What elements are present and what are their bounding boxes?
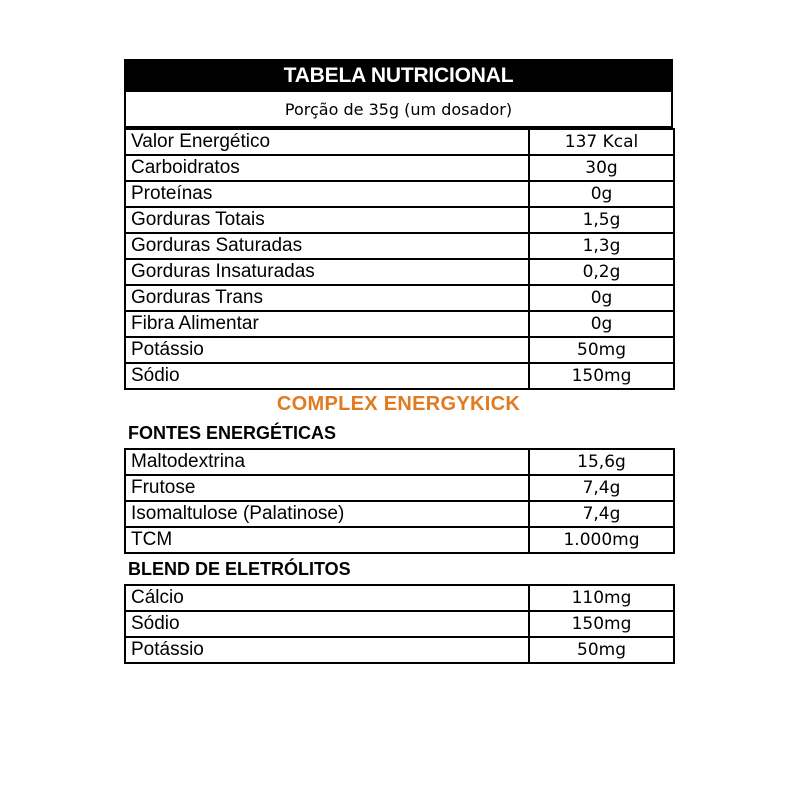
- table-row: [125, 611, 674, 637]
- energy-sources-table: [124, 448, 675, 554]
- nutrient-name: Fibra Alimentar: [125, 311, 529, 337]
- nutrient-name: Cálcio: [125, 585, 529, 611]
- table-row: [125, 285, 674, 311]
- nutrition-table-body: [125, 129, 674, 389]
- nutrient-amount: 7,4g: [529, 475, 674, 501]
- nutrient-name: Frutose: [125, 475, 529, 501]
- nutrient-name: Valor Energético: [125, 129, 529, 155]
- nutrient-amount: 1,3g: [529, 233, 674, 259]
- nutrient-name: Gorduras Insaturadas: [125, 259, 529, 285]
- nutrient-amount: 137 Kcal: [529, 129, 674, 155]
- table-row: [125, 259, 674, 285]
- table-row: [125, 311, 674, 337]
- nutrient-name: Sódio: [125, 363, 529, 389]
- nutrient-amount: 0g: [529, 285, 674, 311]
- nutrient-amount: 0g: [529, 311, 674, 337]
- electrolytes-table-body: [125, 585, 674, 663]
- table-row: [125, 637, 674, 663]
- nutrient-name: Potássio: [125, 637, 529, 663]
- table-row: [125, 363, 674, 389]
- nutrient-amount: 0,2g: [529, 259, 674, 285]
- nutrient-name: Potássio: [125, 337, 529, 363]
- electrolytes-table: [124, 584, 675, 664]
- nutrient-amount: 7,4g: [529, 501, 674, 527]
- table-row: [125, 475, 674, 501]
- nutrient-name: Maltodextrina: [125, 449, 529, 475]
- nutrient-name: Sódio: [125, 611, 529, 637]
- nutrient-name: Gorduras Trans: [125, 285, 529, 311]
- table-row: [125, 501, 674, 527]
- table-row: [125, 527, 674, 553]
- nutrient-amount: 15,6g: [529, 449, 674, 475]
- portion-size: Porção de 35g (um dosador): [124, 92, 673, 128]
- table-row: [125, 337, 674, 363]
- nutrient-name: Isomaltulose (Palatinose): [125, 501, 529, 527]
- table-row: [125, 585, 674, 611]
- table-row: [125, 233, 674, 259]
- table-row: [125, 155, 674, 181]
- nutrient-name: Gorduras Totais: [125, 207, 529, 233]
- nutrient-amount: 1.000mg: [529, 527, 674, 553]
- nutrient-name: Proteínas: [125, 181, 529, 207]
- nutrient-amount: 30g: [529, 155, 674, 181]
- table-title: TABELA NUTRICIONAL: [124, 59, 673, 92]
- nutrient-amount: 150mg: [529, 611, 674, 637]
- nutrient-name: TCM: [125, 527, 529, 553]
- nutrient-name: Gorduras Saturadas: [125, 233, 529, 259]
- table-row: [125, 207, 674, 233]
- table-row: [125, 129, 674, 155]
- electrolytes-heading: BLEND DE ELETRÓLITOS: [128, 559, 351, 579]
- nutrient-amount: 50mg: [529, 337, 674, 363]
- nutrient-amount: 1,5g: [529, 207, 674, 233]
- nutrient-amount: 50mg: [529, 637, 674, 663]
- nutrient-amount: 0g: [529, 181, 674, 207]
- energy-sources-table-body: [125, 449, 674, 553]
- nutrient-amount: 150mg: [529, 363, 674, 389]
- brand-name: COMPLEX ENERGYKICK: [276, 393, 521, 415]
- nutrient-name: Carboidratos: [125, 155, 529, 181]
- table-row: [125, 449, 674, 475]
- energy-sources-heading: FONTES ENERGÉTICAS: [128, 423, 337, 443]
- nutrition-label: [124, 59, 673, 664]
- nutrition-table: [124, 128, 675, 390]
- table-row: [125, 181, 674, 207]
- nutrient-amount: 110mg: [529, 585, 674, 611]
